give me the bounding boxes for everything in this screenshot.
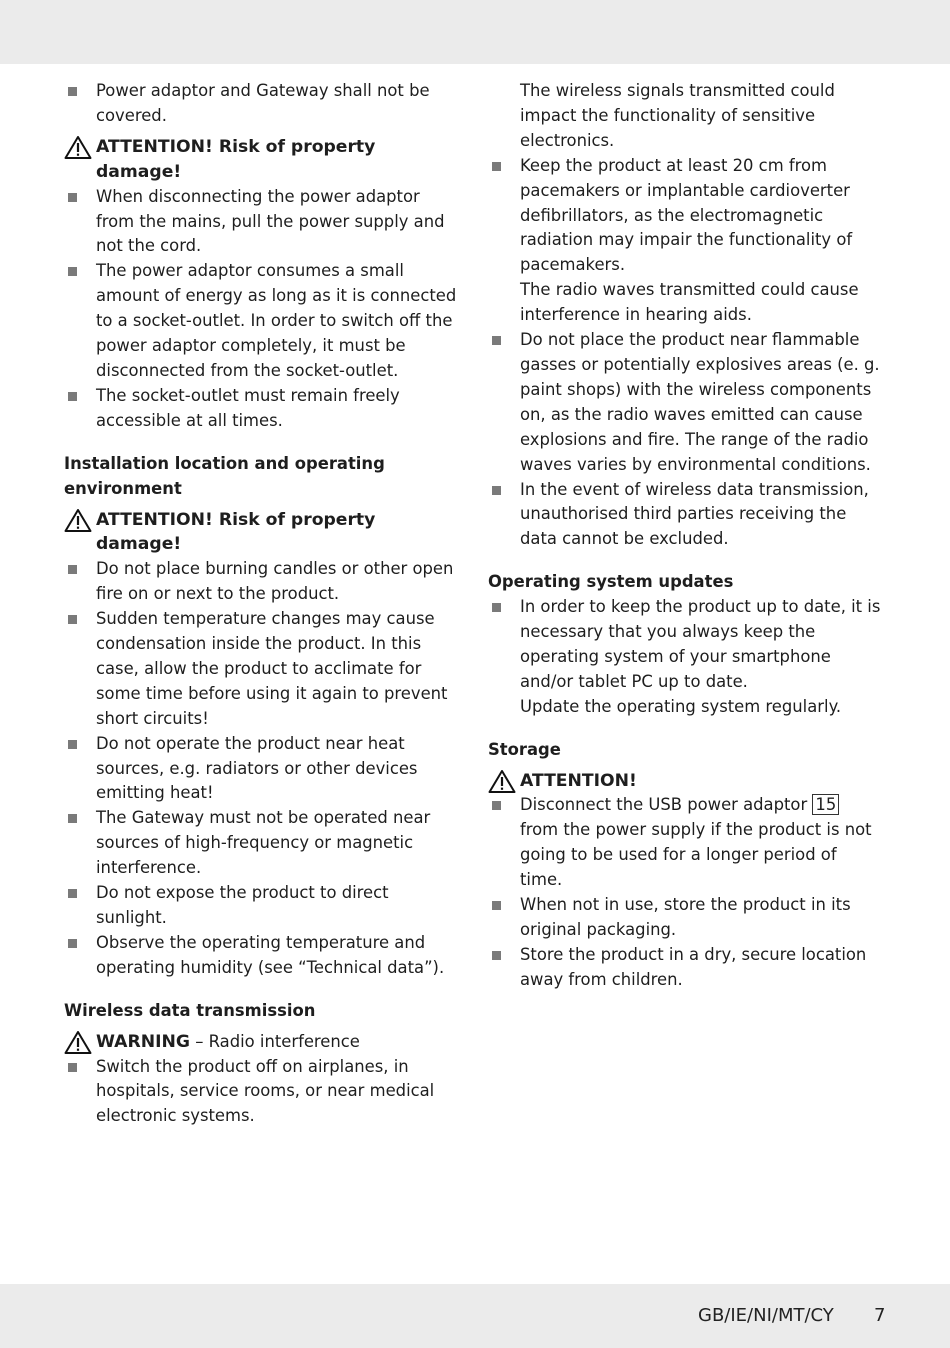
section-heading: Installation location and operating environment [64,453,385,498]
square-bullet-icon [68,267,77,276]
list-item: In the event of wireless data transmission, unauthorised third parties receiving the data cannot be excluded. [488,478,882,553]
attention-notice: ATTENTION! Risk of property damage! [64,135,458,185]
square-bullet-icon [492,951,501,960]
square-bullet-icon [492,801,501,810]
warning-triangle-icon [488,769,516,794]
list-item: When disconnecting the power adaptor from the mains, pull the power supply and not the cord. [64,185,458,260]
list-item: In order to keep the product up to date, it is necessary that you always keep the operating system of your smartphone and/or tablet PC up to date. [488,595,882,695]
attention-notice: ATTENTION! [488,769,882,794]
square-bullet-icon [68,740,77,749]
list-item-continuation: The radio waves transmitted could cause interference in hearing aids. [520,280,859,325]
list-item: Do not place burning candles or other open fire on or next to the product. [64,557,458,607]
square-bullet-icon [68,87,77,96]
list-item-continuation: The wireless signals transmitted could impact the functionality of sensitive electronics. [520,81,835,150]
list-item: Sudden temperature changes may cause condensation inside the product. In this case, allow the product to acclimate for some time before using it again to prevent short circuits! [64,607,458,732]
square-bullet-icon [492,901,501,910]
section-heading: Operating system updates [488,572,734,592]
square-bullet-icon [492,336,501,345]
part-reference-number: 15 [812,794,839,815]
square-bullet-icon [68,889,77,898]
list-item: Store the product in a dry, secure location away from children. [488,943,882,993]
list-item: Switch the product off on airplanes, in hospitals, service rooms, or near medical electronic systems. [64,1055,458,1130]
attention-notice: ATTENTION! Risk of property damage! [64,508,458,558]
section-heading: Wireless data transmission [64,1000,316,1020]
list-item: Disconnect the USB power adaptor 15 from the power supply if the product is not going to be used for a longer period of time. [488,793,882,893]
section-heading: Storage [488,739,561,759]
list-item: Keep the product at least 20 cm from pacemakers or implantable cardioverter defibrillators, as the electromagnetic radiation may impair the functionality of pacemakers. [488,154,882,279]
list-item: Power adaptor and Gateway shall not be covered. [64,79,458,129]
square-bullet-icon [68,565,77,574]
list-item: Do not operate the product near heat sources, e.g. radiators or other devices emitting heat! [64,732,458,807]
list-item: The socket-outlet must remain freely accessible at all times. [64,384,458,434]
square-bullet-icon [68,1063,77,1072]
square-bullet-icon [68,939,77,948]
page-number: 7 [874,1305,886,1326]
square-bullet-icon [68,392,77,401]
list-item: When not in use, store the product in its original packaging. [488,893,882,943]
list-item-continuation: Update the operating system regularly. [520,696,842,716]
left-column [64,79,458,1129]
square-bullet-icon [492,603,501,612]
warning-notice: WARNING – Radio interference [64,1030,458,1055]
list-item: The Gateway must not be operated near sources of high-frequency or magnetic interference. [64,806,458,881]
square-bullet-icon [492,486,501,495]
warning-triangle-icon [64,1030,92,1055]
right-column [488,79,882,993]
list-item: Do not expose the product to direct sunlight. [64,881,458,931]
square-bullet-icon [68,814,77,823]
warning-triangle-icon [64,508,92,533]
list-item: Do not place the product near flammable gasses or potentially explosives areas (e. g. paint shops) with the wireless components on, as the radio waves emitted can cause explosions and fire. The range of the radio waves varies by environmental conditions. [488,328,882,477]
list-item: Observe the operating temperature and operating humidity (see “Technical data”). [64,931,458,981]
square-bullet-icon [68,193,77,202]
square-bullet-icon [492,162,501,171]
footer-locale: GB/IE/NI/MT/CY [698,1305,834,1326]
list-item: The power adaptor consumes a small amount of energy as long as it is connected to a socket-outlet. In order to switch off the power adaptor completely, it must be disconnected from the socket-outlet. [64,259,458,384]
square-bullet-icon [68,615,77,624]
header-band [0,0,950,64]
warning-triangle-icon [64,135,92,160]
